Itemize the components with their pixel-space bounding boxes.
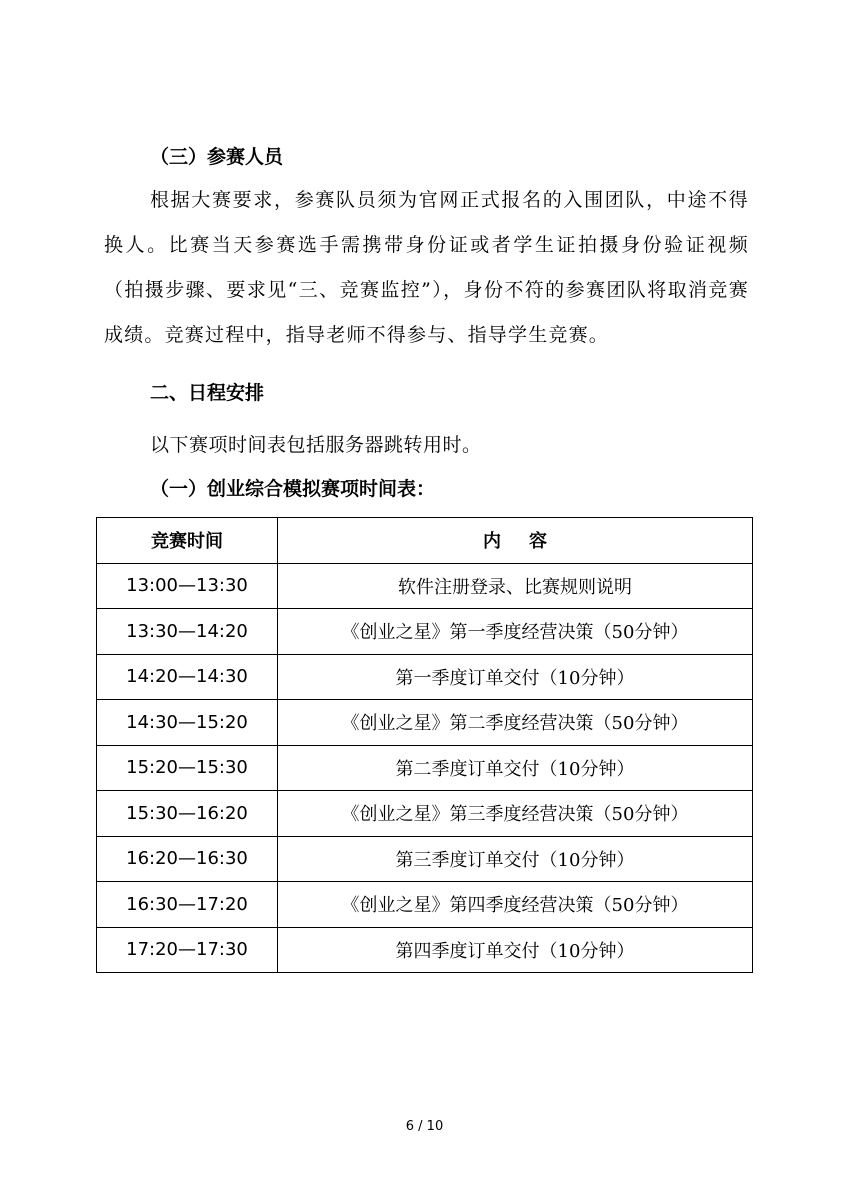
table-row: [97, 745, 753, 791]
row-time: 15:30—16:20: [97, 791, 278, 837]
table-row: [97, 563, 753, 609]
table-heading: （一）创业综合模拟赛项时间表：: [150, 478, 436, 500]
row-content: 《创业之星》第一季度经营决策（50分钟）: [278, 609, 753, 655]
row-content: 第二季度订单交付（10分钟）: [278, 745, 753, 791]
participants-paragraph: 根据大赛要求，参赛队员须为官网正式报名的入围团队，中途不得换人。比赛当天参赛选手需携带身份证或者学生证拍摄身份验证视频（拍摄步骤、要求见“三、竞赛监控”），身份不符的参赛团队将取消竞赛成绩。竞赛过程中，指导老师不得参与、指导学生竞赛。: [104, 189, 749, 346]
header-content: 内容: [278, 518, 753, 564]
header-time: 竞赛时间: [97, 518, 278, 564]
schedule-heading: 二、日程安排: [150, 382, 265, 404]
row-time: 16:30—17:20: [97, 882, 278, 928]
row-time: 17:20—17:30: [97, 927, 278, 973]
table-row: [97, 836, 753, 882]
row-time: 14:30—15:20: [97, 700, 278, 746]
row-time: 14:20—14:30: [97, 654, 278, 700]
schedule-intro: 以下赛项时间表包括服务器跳转用时。: [150, 434, 482, 456]
schedule-table: [96, 517, 753, 973]
table-row: [97, 700, 753, 746]
row-content: 《创业之星》第三季度经营决策（50分钟）: [278, 791, 753, 837]
table-row: [97, 927, 753, 973]
row-content: 软件注册登录、比赛规则说明: [278, 563, 753, 609]
row-time: 13:00—13:30: [97, 563, 278, 609]
row-content: 《创业之星》第二季度经营决策（50分钟）: [278, 700, 753, 746]
row-content: 《创业之星》第四季度经营决策（50分钟）: [278, 882, 753, 928]
table-row: [97, 882, 753, 928]
row-time: 16:20—16:30: [97, 836, 278, 882]
row-content: 第四季度订单交付（10分钟）: [278, 927, 753, 973]
row-time: 15:20—15:30: [97, 745, 278, 791]
row-time: 13:30—14:20: [97, 609, 278, 655]
table-row: [97, 609, 753, 655]
participants-heading: （三）参赛人员: [150, 146, 284, 168]
table-row: [97, 791, 753, 837]
page-number: 6 / 10: [405, 1119, 444, 1134]
table-row: [97, 654, 753, 700]
table-header-row: [97, 518, 753, 564]
row-content: 第一季度订单交付（10分钟）: [278, 654, 753, 700]
row-content: 第三季度订单交付（10分钟）: [278, 836, 753, 882]
